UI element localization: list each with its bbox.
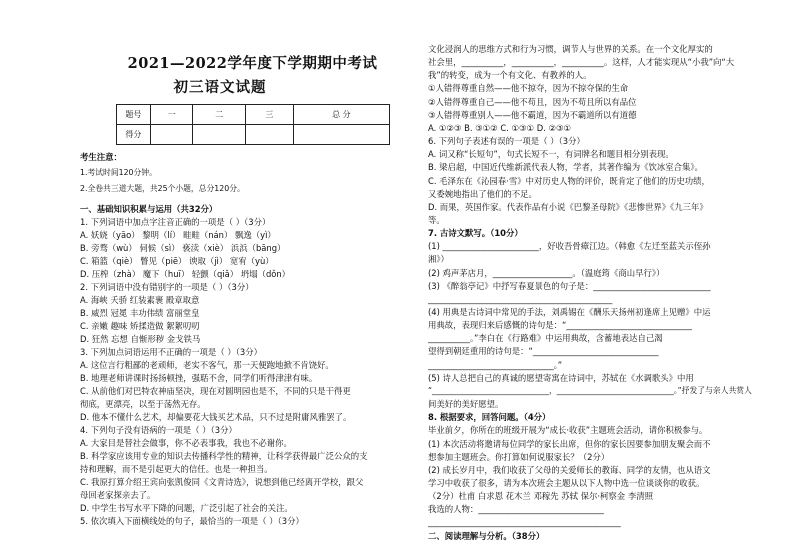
text-line: C. 亲嫩 趣味 矫揉造做 絮絮叨叨 <box>80 321 200 331</box>
text-line: (3) 《醉翁亭记》中抒写春夏景色的句子是：____________________________ <box>428 280 711 291</box>
text-line: 望得到朝廷重用的诗句是：“______________________________ <box>428 346 659 357</box>
score-row-label: 题号 <box>117 105 151 125</box>
text-line: 持和理解，而不是引起更大的信任。也是一种担当。 <box>80 464 273 474</box>
text-line: D. 而果，英国作家。代表作品有小说《巴黎圣母院》《悲惨世界》《九三年》 <box>428 201 708 212</box>
score-header: 三 <box>246 105 294 125</box>
text-line: 1. 下列词语中加点字注音正确的一项是（ ）（3分） <box>80 217 271 227</box>
text-line: 4. 下列句子没有语病的一项是（ ）（3分） <box>80 425 237 435</box>
text-line: A. 大家目是替社会做事，你不必表事我，我也不必谢你。 <box>80 438 292 448</box>
section-heading: 7. 古诗文默写。（10分） <box>428 228 523 239</box>
score-header-row <box>117 105 390 125</box>
text-line: 用典故，表现归来后感慨的诗句是：“______________________________ <box>428 320 692 331</box>
section-heading: 一、基础知识积累与运用（共32分） <box>80 204 218 214</box>
notice-item: 1.考试时间120分钟。 <box>80 168 157 177</box>
notice-item: 2.全卷共三道大题，共25个小题，总分120分。 <box>80 184 245 193</box>
text-line: D. 他本不懂什么艺术，却偏要花大钱买艺术品，只不过是附庸风雅罢了。 <box>80 412 352 422</box>
text-line: A. 海峡 夭骄 红装素裹 殿章取意 <box>80 295 200 305</box>
exam-subtitle: 初三语文试题 <box>173 79 267 96</box>
text-line: ______________________________________________ <box>428 517 621 528</box>
text-line: A. 词又称“长短句”，句式长短不一，有词牌名和题目相分别表现。 <box>428 149 674 160</box>
text-line: 学习中收获了很多，请为本次班会主题从以下人物中选一位谈谈你的收获。 <box>428 477 705 488</box>
text-line: 我选的人物：______________________________ <box>428 504 604 515</box>
score-cell <box>293 125 389 145</box>
text-line: C. 我原打算介绍王宾向张凯俊同《文青诗选》，说想到他已经离开学校，跟父 <box>80 477 364 487</box>
score-cell <box>150 125 193 145</box>
text-line: 等。 <box>428 214 445 225</box>
score-row-label: 得分 <box>117 125 151 145</box>
text-line: D. 狂然 忘想 自惭形秽 金戈铁马 <box>80 334 201 344</box>
text-line: “______________________________，______________________________。”抒发了与亲人共赏人 <box>428 385 752 395</box>
text-line: 湘》） <box>428 254 449 265</box>
text-line: ①人错得尊重自然——他不掠夺，因为不掠夺保的生命 <box>428 83 629 94</box>
text-line: 社会里，__________，__________，__________。这样，人才能实现从“小我”向“大 <box>428 57 735 68</box>
text-line: 毕业前夕，你所在的班级开展为“成长·收获”主题班会活动，请你积极参与。 <box>428 425 708 436</box>
text-line: (2) 成长岁月中，我们收获了父母的关爱师长的教诲、同学的友情，也从语文 <box>428 464 711 475</box>
text-line: 想参加主题班会。你打算如何说服家长？（2分） <box>428 451 610 462</box>
text-line: B. 梁启超，中国近代维新派代表人物，学者，其著作编为《饮冰室合集》。 <box>428 162 703 173</box>
text-line: 3. 下列加点词语运用不正确的一项是（ ）（3分） <box>80 347 262 357</box>
text-line: B. 地理老师讲课时扬扬顿挫，强聒不舍，同学们听得津津有味。 <box>80 373 318 383</box>
text-line: 间美好的美好愿望。 <box>428 399 504 410</box>
text-line: 又委婉地指出了他们的不足。 <box>428 188 537 199</box>
text-line: C. 箱篮（qiè） 瞥见（piē） 谀取（jì） 宽宥（yù） <box>80 256 274 266</box>
score-value-row <box>117 125 390 145</box>
text-line: (5) 诗人总把自己的真诚的愿望寄寓在诗词中，苏轼在《水调歌头》中用 <box>428 372 694 383</box>
text-line: A. 妖娆（yāo） 黎明（lí） 畦畦（nán） 飘逸（yì） <box>80 230 276 240</box>
text-line: ②人错得尊重自己——他不苟且，因为不苟且所以有品位 <box>428 96 637 107</box>
score-cell <box>246 125 294 145</box>
text-line: (2) 鸡声茅店月，___________________。（温庭筠《商山早行》） <box>428 267 665 278</box>
score-cell <box>193 125 246 145</box>
text-line: B. 威烈 冠冕 丰功伟绩 富丽堂皇 <box>80 308 200 318</box>
text-line: 文化浸润人的思维方式和行为习惯，调节人与世界的关系。在一个文化厚实的 <box>428 44 713 54</box>
text-line: A. 这位言行粗鄙的老顽师，老实不客气，那一天便跑地掀不肯饶好。 <box>80 360 334 370</box>
text-line: ③人错得尊重别人——他不霸道，因为不霸道所以有道德 <box>428 109 637 120</box>
text-line: ____________________________________________ <box>428 293 613 304</box>
score-header: 总 分 <box>293 105 389 125</box>
text-line: 彻底，更漂亮，以至于荡然无存。 <box>80 399 206 409</box>
exam-title: 2021—2022学年度下学期期中考试 <box>127 55 378 72</box>
text-line: 5. 依次填入下面横线处的句子，最恰当的一项是（ ）（3分） <box>80 516 304 526</box>
text-line: （2分）杜甫 白求恩 花木兰 邓稼先 苏轼 保尔·柯察金 李清照 <box>428 491 653 502</box>
text-line: 6. 下列句子表述有误的一项是（ ）（3分） <box>428 136 585 147</box>
notice-heading: 考生注意： <box>80 152 122 162</box>
text-line: 2. 下列词语中没有错别字的一项是（ ）（3分） <box>80 282 254 292</box>
text-line: C. 毛泽东在《沁园春·雪》中对历史人物的评价，既肯定了他们的历史功绩， <box>428 175 710 186</box>
text-line: (1) _______________________，好收吾骨瘴江边。（韩愈《左迁至蓝关示侄孙 <box>428 241 711 252</box>
text-line: B. 旁骛（wù） 伺候（sì） 亵渎（xiè） 浜浜（bāng） <box>80 243 286 253</box>
score-header: 一 <box>150 105 193 125</box>
text-line: 我”的转变，成为一个有文化、有教养的人。 <box>428 70 592 81</box>
text-line: (1) 本次活动将邀请每位同学的家长出席，但你的家长因要参加朋友聚会而不 <box>428 438 711 449</box>
text-line: D. 中学生书写水平下降的问题，广泛引起了社会的关注。 <box>80 503 293 513</box>
text-line: D. 压榨（zhà） 魔下（huī） 轻颤（qiǎ） 坍塌（dǒn） <box>80 269 291 279</box>
score-header: 二 <box>193 105 246 125</box>
section-heading: 二、阅读理解与分析。（38分） <box>428 530 545 541</box>
score-table <box>116 104 390 145</box>
text-line: B. 科学家应该用专业的知识去传播科学性的精神，让科学获得最广泛公众的支 <box>80 451 368 461</box>
text-line: A. ①②③ B. ③①② C. ①③① D. ②③① <box>428 122 572 133</box>
text-line: __________。”李白在《行路难》中运用典故，含蓄地表达自己渴 <box>428 333 663 344</box>
section-heading: 8. 根据要求，回答问题。（4分） <box>428 412 551 423</box>
text-line: 母回老家探亲去了。 <box>80 490 156 500</box>
text-line: ______________________________。” <box>428 359 563 370</box>
text-line: (4) 用典是古诗词中常见的手法，刘禹锡在《酬乐天扬州初逢席上见赠》中运 <box>428 307 711 317</box>
text-line: C. 从前他们对巴特农神庙坚决，现在对圆明园也是不，不同的只是干得更 <box>80 386 351 396</box>
